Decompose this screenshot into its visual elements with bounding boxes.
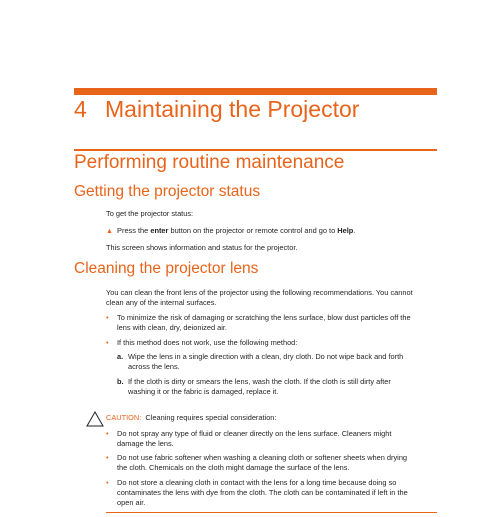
lens-substep-b: b. If the cloth is dirty or smears the lens, wash the cloth. If the cloth is still dirty after washing it or the fabric is damaged, replace it.	[117, 377, 391, 396]
triangle-bullet-icon: ▲	[106, 228, 113, 235]
caution-bottom-rule	[106, 512, 437, 513]
chapter-rule	[74, 88, 437, 95]
section-rule	[74, 149, 437, 151]
warning-triangle-icon	[86, 411, 104, 432]
lens-substep-a: a. Wipe the lens in a single direction with a clean, dry cloth. Do not wipe back and forth across the lens.	[117, 352, 404, 371]
caution-bullet-2: • Do not use fabric softener when washing a cleaning cloth or softener sheets when drying the cloth. Chemicals on the cloth might damage the surface of the lens.	[106, 453, 408, 472]
chapter-number: 4	[74, 96, 87, 122]
bullet-icon: •	[106, 313, 109, 322]
caution-label: CAUTION:	[106, 413, 142, 422]
section-title: Performing routine maintenance	[74, 152, 345, 173]
chapter-heading	[74, 96, 359, 123]
status-intro: To get the projector status:	[106, 209, 194, 218]
chapter-title: Maintaining the Projector	[105, 96, 360, 122]
caution-bullet-3: • Do not store a cleaning cloth in contact with the lens for a long time because doing so contaminates the lens with dye from the cloth. The cloth can be contaminated if left in the open air.	[106, 478, 408, 507]
lens-heading: Cleaning the projector lens	[74, 260, 259, 277]
bullet-icon: •	[106, 478, 109, 487]
enter-key-label: enter	[150, 226, 169, 235]
help-menu-label: Help	[337, 226, 354, 235]
lens-bullet-2: • If this method does not work, use the following method:	[106, 338, 298, 347]
lens-intro: You can clean the front lens of the projector using the following recommendations. You cannot clean any of the internal surfaces.	[106, 288, 413, 307]
caution-line: CAUTION: Cleaning requires special consideration:	[106, 413, 277, 422]
bullet-icon: •	[106, 429, 109, 438]
status-step: ▲ Press the enter button on the projector or remote control and go to Help.	[106, 226, 356, 235]
status-heading: Getting the projector status	[74, 183, 261, 200]
bullet-icon: •	[106, 338, 109, 347]
bullet-icon: •	[106, 453, 109, 462]
status-note: This screen shows information and status for the projector.	[106, 243, 298, 252]
caution-bullet-1: • Do not spray any type of fluid or cleaner directly on the lens surface. Cleaners might damage the lens.	[106, 429, 392, 448]
lens-bullet-1: • To minimize the risk of damaging or scratching the lens surface, blow dust particles off the lens with clean, dry, deionized air.	[106, 313, 411, 332]
